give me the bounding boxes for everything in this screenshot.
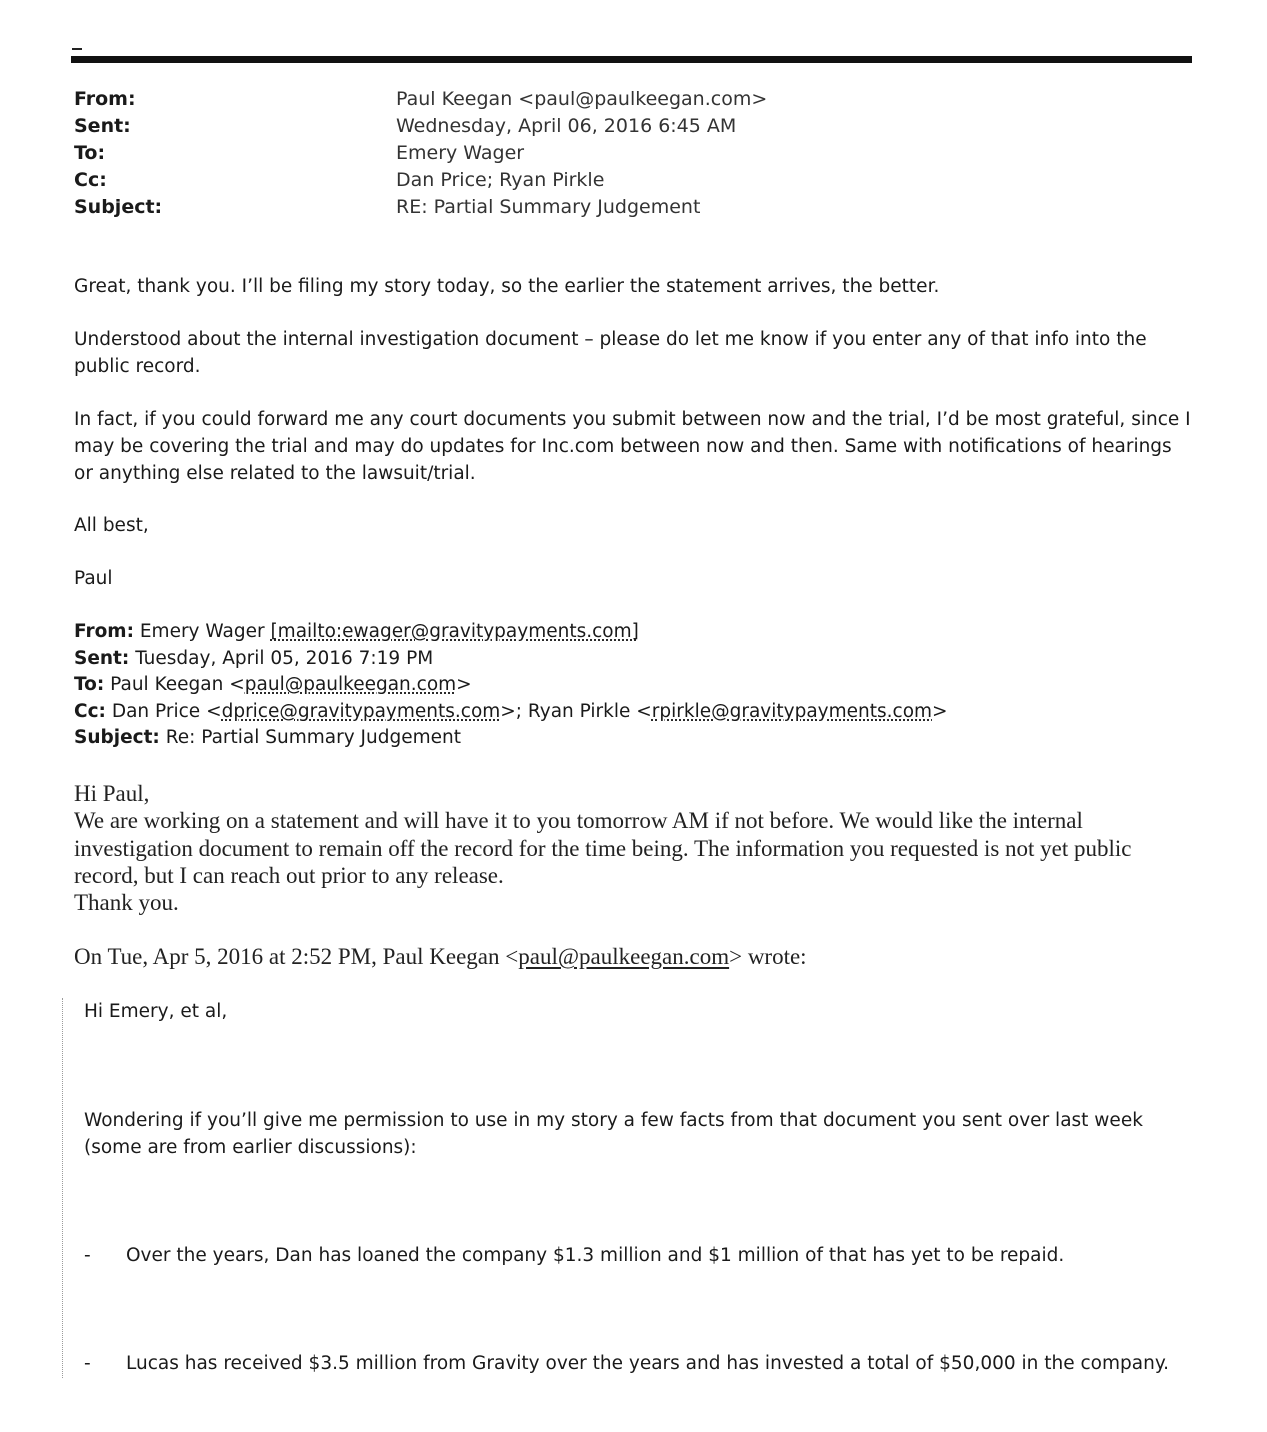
quoted-subject-label: Subject: — [74, 727, 160, 748]
reply-attribution: On Tue, Apr 5, 2016 at 2:52 PM, Paul Keegan <paul@paulkeegan.com> wrote: — [74, 944, 807, 969]
quoted-to-email-link[interactable]: paul@paulkeegan.com — [244, 674, 457, 695]
header-sent-row — [74, 113, 1174, 140]
list-item — [84, 1242, 1184, 1269]
header-subject-row — [74, 194, 1174, 221]
quoted-to-row: To: Paul Keegan <paul@paulkeegan.com> — [74, 674, 472, 695]
quoted-from-row — [74, 619, 1194, 646]
body-signature: Paul — [74, 568, 113, 589]
quoted-from-label: From: — [74, 621, 134, 642]
quoted-to-name: Paul Keegan — [110, 674, 224, 695]
header-rule — [71, 56, 1192, 63]
corner-mark — [72, 48, 82, 50]
quoted-sent-row — [74, 646, 1194, 673]
quote-border — [62, 998, 63, 1378]
quoted-from-name: Emery Wager — [139, 621, 265, 642]
body-closing: All best, — [74, 515, 149, 536]
from-value: Paul Keegan <paul@paulkeegan.com> — [396, 88, 768, 110]
body-paragraph-3: In fact, if you could forward me any court documents you submit between now and the trial, I’d be most grateful, since I may be covering the trial and may do updates for Inc.com between now and then. Same with notifications of hearings or anything else related to the lawsuit/trial. — [74, 409, 1191, 484]
quoted-cc-email-link-1[interactable]: dprice@gravitypayments.com — [221, 700, 501, 722]
to-value: Emery Wager — [396, 142, 525, 164]
header-cc-row — [74, 167, 1174, 194]
quoted-cc-name-2: Ryan Pirkle — [527, 700, 631, 722]
reply-body: We are working on a statement and will have it to you tomorrow AM if not before. We would like the internal investigation document to remain off the record for the time being. The information you requested is not yet public record, but I can reach out prior to any release. — [74, 808, 1132, 888]
quoted-cc-label: Cc: — [74, 700, 106, 722]
bullet-text: Over the years, Dan has loaned the company $1.3 million and $1 million of that has yet to be repaid. — [126, 1245, 1065, 1266]
cc-label: Cc: — [74, 169, 107, 191]
cc-value: Dan Price; Ryan Pirkle — [396, 169, 605, 191]
quoted-sent-label: Sent: — [74, 647, 130, 669]
from-label: From: — [74, 88, 136, 110]
quoted-sent-value: Tuesday, April 05, 2016 7:19 PM — [135, 647, 434, 669]
header-to-row — [74, 140, 1174, 167]
subject-label: Subject: — [74, 196, 163, 218]
body-paragraph-2: Understood about the internal investigation document – please do let me know if you enter any of that info into the public record. — [74, 329, 1147, 377]
bullet-dash: - — [84, 1353, 91, 1374]
sent-label: Sent: — [74, 115, 131, 137]
to-label: To: — [74, 142, 106, 164]
quoted-cc-email-link-2[interactable]: rpirkle@gravitypayments.com — [651, 700, 933, 722]
quoted-cc-row: Cc: Dan Price <dprice@gravitypayments.com>; Ryan Pirkle <rpirkle@gravitypayments.com> — [74, 700, 948, 722]
bullet-dash: - — [84, 1245, 91, 1266]
quoted-cc-name-1: Dan Price — [111, 700, 201, 722]
subject-value: RE: Partial Summary Judgement — [396, 196, 701, 218]
quoted-subject-row — [74, 725, 1194, 752]
bullet-text: Lucas has received $3.5 million from Gravity over the years and has invested a total of $50,000 in the company. — [126, 1353, 1170, 1374]
original-greeting: Hi Emery, et al, — [84, 1001, 228, 1022]
quoted-subject-value: Re: Partial Summary Judgement — [165, 727, 461, 748]
sent-value: Wednesday, April 06, 2016 6:45 AM — [396, 115, 737, 137]
original-intro: Wondering if you’ll give me permission to use in my story a few facts from that document you sent over last week (some are from earlier discussions): — [84, 1110, 1143, 1158]
reply-greeting: Hi Paul, — [74, 781, 150, 806]
quoted-header — [74, 619, 1194, 752]
header-from-row — [74, 86, 1174, 113]
quoted-to-label: To: — [74, 674, 105, 695]
body-paragraph-1: Great, thank you. I’ll be filing my story today, so the earlier the statement arrives, the better. — [74, 276, 940, 297]
email-header — [74, 86, 1174, 221]
list-item — [84, 1350, 1184, 1377]
quoted-from-mailto-link[interactable]: [mailto:ewager@gravitypayments.com] — [270, 621, 639, 642]
reply-thanks: Thank you. — [74, 890, 179, 915]
attribution-email-link[interactable]: paul@paulkeegan.com — [518, 944, 730, 969]
